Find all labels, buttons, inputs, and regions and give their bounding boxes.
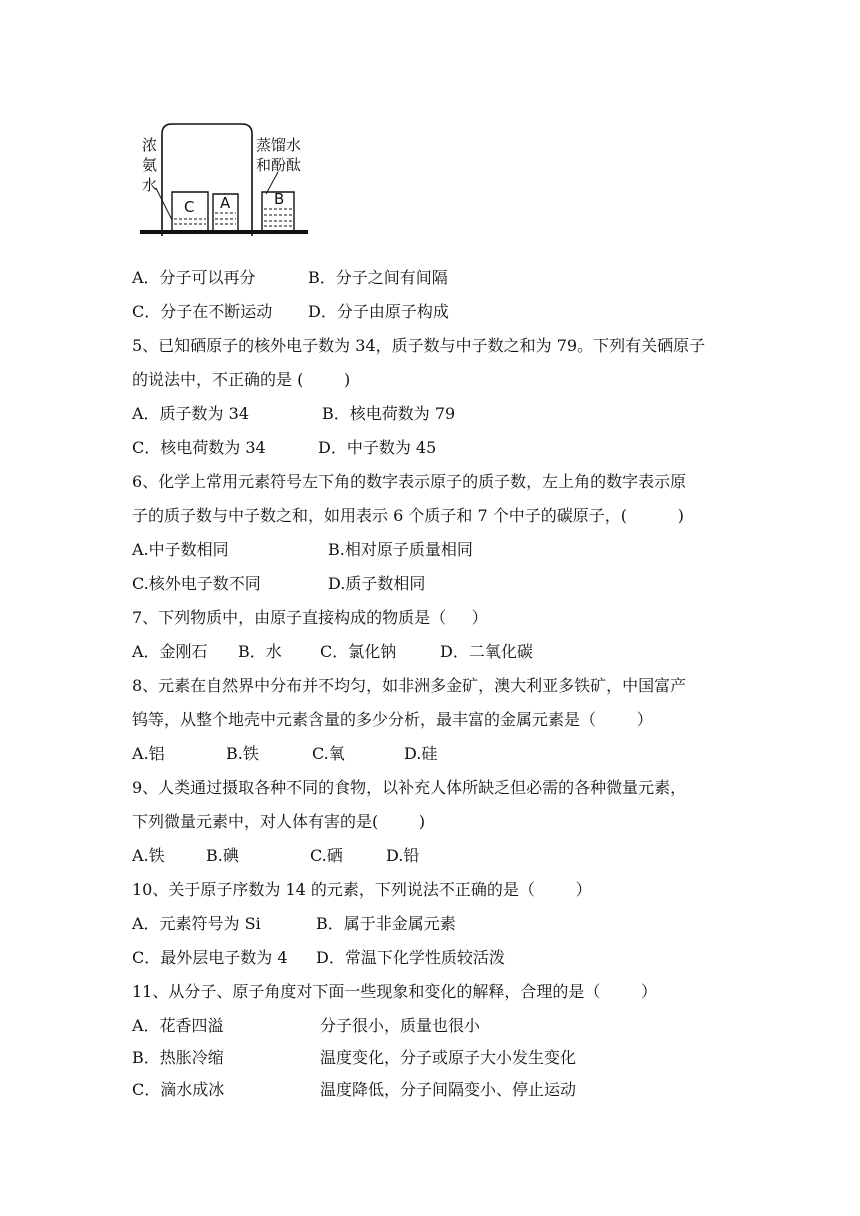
q9-option-b: B.碘 [206, 846, 239, 865]
q7-option-d: D．二氧化碳 [440, 642, 533, 661]
q11-option-c-text: 温度降低，分子间隔变小、停止运动 [320, 1080, 577, 1099]
label-distilled-water: 蒸馏水 [256, 136, 302, 154]
q6-option-d: D.质子数相同 [328, 574, 426, 593]
q10-option-c: C．最外层电子数为 4 [132, 948, 288, 967]
q9-stem-line1: 9、人类通过摄取各种不同的食物，以补充人体所缺乏但必需的各种微量元素， [132, 778, 687, 797]
q11-option-row-c [132, 1078, 576, 1102]
q6-stem-line1: 6、化学上常用元素符号左下角的数字表示原子的质子数，左上角的数字表示原 [132, 472, 687, 491]
q8-options-row [132, 742, 437, 766]
q10-option-a: A．元素符号为 Si [132, 914, 261, 933]
q11-option-a-label: A．花香四溢 [132, 1016, 224, 1035]
q11-option-b-label: B．热胀冷缩 [132, 1048, 224, 1067]
ammonia-diffusion-figure [138, 120, 310, 242]
q6-stem-line2: 子的质子数与中子数之和，如用表示 6 个质子和 7 个中子的碳原子，( ) [132, 506, 685, 525]
q5-options-row2 [132, 436, 436, 460]
q8-stem-line2: 钨等，从整个地壳中元素含量的多少分析，最丰富的金属元素是（ ） [132, 710, 653, 729]
q5-option-b: B．核电荷数为 79 [322, 404, 456, 423]
q6-option-b: B.相对原子质量相同 [328, 540, 473, 559]
q4-option-b: B．分子之间有间隔 [308, 268, 448, 287]
q9-option-d: D.铅 [386, 846, 420, 865]
q6-option-a: A.中子数相同 [132, 540, 229, 559]
q11-option-row-b [132, 1046, 576, 1070]
q9-stem-line2: 下列微量元素中，对人体有害的是( ) [132, 812, 426, 831]
q7-stem: 7、下列物质中，由原子直接构成的物质是（ ） [132, 608, 488, 627]
experiment-diagram [138, 120, 310, 242]
label-phenolphthalein: 和酚酞 [256, 156, 302, 174]
q7-option-b: B．水 [238, 642, 282, 661]
q11-option-a-text: 分子很小，质量也很小 [320, 1016, 481, 1035]
base-plate [140, 230, 308, 234]
q9-option-c: C.硒 [310, 846, 343, 865]
q4-option-a: A．分子可以再分 [132, 268, 256, 287]
q5-option-d: D．中子数为 45 [318, 438, 437, 457]
label-ammonia-1: 浓 [142, 136, 158, 154]
q6-options-row2 [132, 572, 425, 596]
q10-options-row1 [132, 912, 456, 936]
q8-option-d: D.硅 [404, 744, 438, 763]
q10-option-d: D．常温下化学性质较活泼 [316, 948, 505, 967]
beaker-a-label: A [220, 194, 231, 212]
q6-option-c: C.核外电子数不同 [132, 574, 261, 593]
beaker-c-label: C [184, 198, 195, 216]
q5-stem-line2: 的说法中，不正确的是 ( ) [132, 370, 351, 389]
q7-options-row [132, 640, 533, 664]
label-ammonia-3: 水 [142, 176, 158, 194]
q10-options-row2 [132, 946, 505, 970]
q4-options-row2 [132, 300, 449, 324]
label-ammonia-2: 氨 [142, 156, 158, 174]
q4-option-d: D．分子由原子构成 [308, 302, 449, 321]
q8-option-c: C.氧 [312, 744, 345, 763]
q5-option-a: A．质子数为 34 [132, 404, 250, 423]
q4-options-row1 [132, 266, 448, 290]
leader-left [156, 188, 172, 220]
q5-options-row1 [132, 402, 455, 426]
q9-options-row [132, 844, 419, 868]
q10-stem: 10、关于原子序数为 14 的元素，下列说法不正确的是（ ） [132, 880, 592, 899]
q4-option-c: C．分子在不断运动 [132, 302, 273, 321]
beaker-b-label: B [274, 190, 285, 208]
q11-option-c-label: C．滴水成冰 [132, 1080, 225, 1099]
q8-stem-line1: 8、元素在自然界中分布并不均匀，如非洲多金矿，澳大利亚多铁矿，中国富产 [132, 676, 687, 695]
q11-option-row-a [132, 1014, 480, 1038]
q11-stem: 11、从分子、原子角度对下面一些现象和变化的解释，合理的是（ ） [132, 982, 658, 1001]
q8-option-b: B.铁 [226, 744, 259, 763]
q11-option-b-text: 温度变化，分子或原子大小发生变化 [320, 1048, 577, 1067]
q8-option-a: A.铝 [132, 744, 165, 763]
q9-option-a: A.铁 [132, 846, 165, 865]
q5-option-c: C．核电荷数为 34 [132, 438, 266, 457]
q7-option-c: C．氯化钠 [320, 642, 397, 661]
q5-stem-line1: 5、已知硒原子的核外电子数为 34，质子数与中子数之和为 79。下列有关硒原子 [132, 336, 706, 355]
q7-option-a: A．金刚石 [132, 642, 208, 661]
q10-option-b: B．属于非金属元素 [316, 914, 456, 933]
q6-options-row1 [132, 538, 473, 562]
